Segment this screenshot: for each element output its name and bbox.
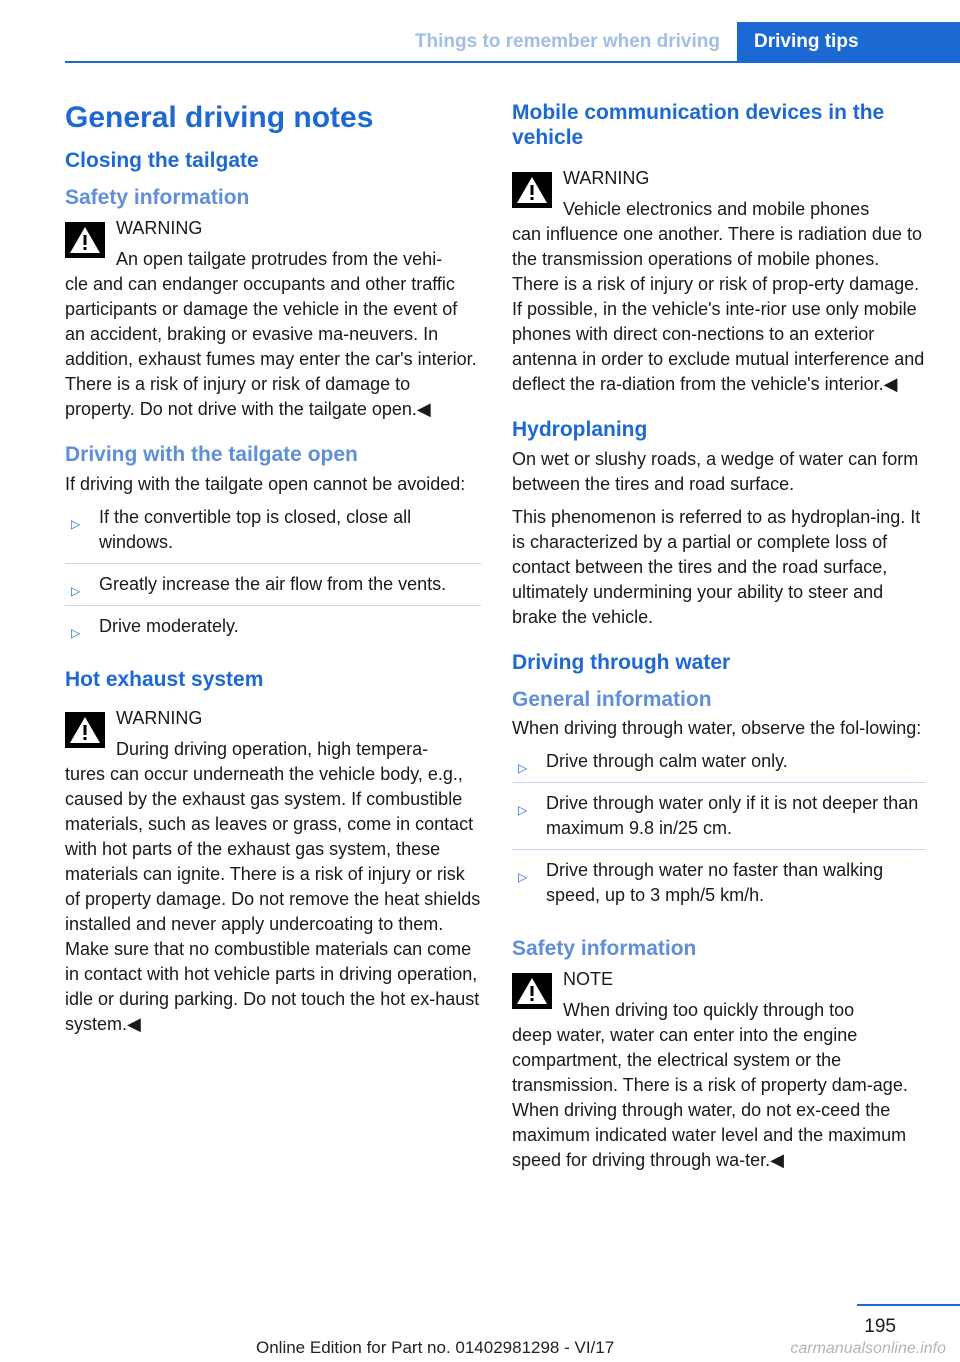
warning-text: tures can occur underneath the vehicle body, e.g., caused by the exhaust gas system. If combustible materials, such as leaves or grass, come in contact with hot parts of the exhaust gas system, these materials can ignite. There is a risk of injury or risk of property damage. Do not remove the heat shields installed and never apply undercoating to them. Make sure that no combustible materials can come in contact with hot vehicle parts in driving operation, idle or during parking. Do not touch the hot ex‐haust system.◀ — [65, 763, 481, 1034]
edition-note: Online Edition for Part no. 01402981298 - VI/17 — [256, 1338, 615, 1357]
warning-box-mobile — [512, 164, 926, 397]
warning-text: can influence one another. There is radiation due to the transmission operations of mobile phones. There is a risk of injury or risk of prop‐erty damage. If possible, in the vehicle's inte‐rior use only mobile phones with direct con‐nections to an exterior antenna in order to exclude mutual interference and deflect the ra‐diation from the vehicle's interior.◀ — [512, 224, 925, 395]
warning-first-line: An open tailgate protrudes from the vehi‐ — [116, 249, 443, 270]
water-safety-heading: Safety information — [512, 936, 697, 960]
safety-info-heading: Safety information — [65, 186, 250, 210]
header-chapter-tab: Driving tips — [737, 22, 960, 62]
note-box-water — [512, 965, 926, 1173]
warning-box-tailgate — [65, 214, 481, 422]
driving-through-water-heading: Driving through water — [512, 650, 731, 674]
triangle-bullet-icon: ▷ — [71, 583, 81, 598]
warning-text: cle and can endanger occupants and other traffic participants or damage the vehicle in the event of an accident, braking or evasive ma‐neuvers. In addition, exhaust fumes may enter the car's interior. There is a risk of injury or risk of damage to property. Do not drive with the tailgate open.◀ — [65, 274, 477, 420]
list-item: ▷ Drive through water only if it is not deeper than maximum 9.8 in/25 cm. — [512, 791, 926, 850]
hot-exhaust-heading: Hot exhaust system — [65, 667, 264, 691]
warning-triangle-icon — [65, 222, 105, 258]
general-info-heading: General information — [512, 687, 712, 711]
footer-rule — [857, 1304, 960, 1306]
triangle-bullet-icon: ▷ — [71, 625, 81, 640]
water-list — [512, 749, 926, 916]
list-item: ▷ Greatly increase the air flow from the vents. — [65, 572, 481, 606]
warning-label: WARNING — [563, 168, 650, 189]
right-column — [512, 100, 926, 1187]
page-number: 195 — [864, 1316, 896, 1337]
list-item: ▷ Drive through water no faster than walking speed, up to 3 mph/5 km/h. — [518, 859, 884, 905]
warning-triangle-icon — [65, 712, 105, 748]
triangle-bullet-icon: ▷ — [518, 760, 528, 775]
page-header — [0, 0, 960, 62]
page-title: General driving notes — [65, 101, 374, 134]
triangle-bullet-icon: ▷ — [518, 869, 528, 884]
hydroplaning-heading: Hydroplaning — [512, 418, 648, 442]
hydroplaning-text-2: This phenomenon is referred to as hydroplan‐ing. It is characterized by a partial or complete loss of contact between the tires and the road surface, ultimately undermining your ability to steer and brake the vehicle. — [512, 506, 921, 627]
tailgate-open-list — [65, 505, 481, 647]
warning-first-line: During driving operation, high tempera‐ — [116, 738, 429, 759]
warning-first-line: Vehicle electronics and mobile phones — [563, 199, 870, 220]
warning-box-exhaust — [65, 704, 481, 1037]
header-rule — [65, 61, 960, 63]
header-section-title: Things to remember when driving — [414, 31, 720, 52]
warning-label: WARNING — [116, 218, 203, 239]
note-first-line: When driving too quickly through too — [563, 1000, 855, 1021]
warning-label: WARNING — [116, 707, 203, 728]
closing-tailgate-heading: Closing the tailgate — [65, 149, 259, 172]
watermark: carmanualsonline.info — [790, 1340, 946, 1357]
mobile-devices-heading: Mobile communication devices in the vehicle — [512, 101, 885, 150]
triangle-bullet-icon: ▷ — [71, 516, 81, 531]
list-item: ▷ If the convertible top is closed, close all windows. — [65, 505, 481, 564]
warning-triangle-icon — [512, 973, 552, 1009]
warning-triangle-icon — [512, 172, 552, 208]
water-intro: When driving through water, observe the fol‐lowing: — [512, 717, 922, 738]
tailgate-open-heading: Driving with the tailgate open — [65, 443, 358, 467]
list-item: ▷ Drive moderately. — [65, 614, 481, 647]
triangle-bullet-icon: ▷ — [518, 802, 528, 817]
left-column — [65, 100, 481, 1051]
note-label: NOTE — [563, 969, 614, 990]
note-text: deep water, water can enter into the engine compartment, the electrical system or the transmission. There is a risk of property dam‐age. When driving through water, do not ex‐ceed the maximum indicated water level and the maximum speed for driving through wa‐ter.◀ — [512, 1025, 908, 1171]
tailgate-open-intro: If driving with the tailgate open cannot be avoided: — [65, 473, 466, 494]
hydroplaning-text-1: On wet or slushy roads, a wedge of water can form between the tires and road surface. — [512, 448, 919, 494]
list-item: ▷ Drive through calm water only. — [512, 749, 926, 783]
